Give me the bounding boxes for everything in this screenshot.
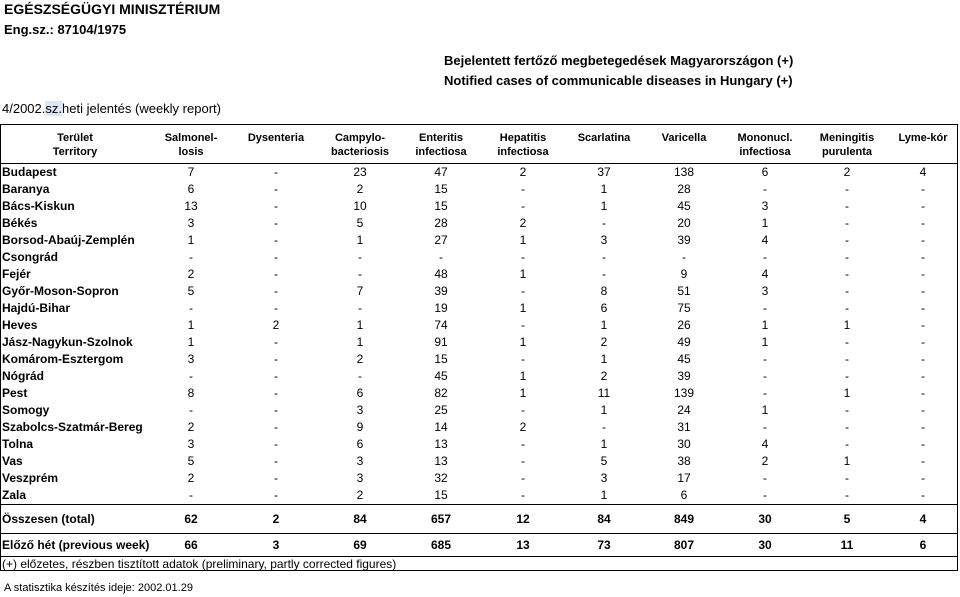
cell-value: 139	[673, 386, 695, 400]
cell-value: 75	[677, 301, 691, 315]
cell-value: 7	[356, 284, 364, 298]
cell-value: 4	[761, 233, 769, 247]
cell-value: 13	[434, 437, 448, 451]
cell-value: 30	[724, 505, 806, 534]
cell-value: -	[845, 301, 849, 315]
cell-value: 45	[434, 369, 448, 383]
cell-value: 11	[597, 386, 611, 400]
cell-value: -	[521, 403, 525, 417]
cell-value: -	[521, 488, 525, 502]
cell-value: 3	[356, 403, 364, 417]
cell-value: -	[602, 267, 606, 281]
cell-value: -	[274, 165, 278, 179]
cell-value: -	[189, 403, 193, 417]
row-label: Borsod-Abaúj-Zemplén	[2, 233, 135, 247]
cell-value: 2	[843, 165, 851, 179]
cell-value: 8	[600, 284, 608, 298]
cell-value: -	[602, 216, 606, 230]
cell-value: 48	[434, 267, 448, 281]
row-label: Nógrád	[2, 369, 44, 383]
cell-value: -	[358, 250, 362, 264]
cell-value: 138	[673, 165, 695, 179]
cell-value: -	[921, 267, 925, 281]
cell-value: 1	[600, 437, 608, 451]
cell-value: 1	[761, 216, 769, 230]
cell-value: 2	[187, 267, 195, 281]
cell-value: 6	[680, 488, 688, 502]
cell-value: 14	[434, 420, 448, 434]
cell-value: -	[358, 369, 362, 383]
cell-value: 1	[187, 318, 195, 332]
cell-value: 74	[434, 318, 448, 332]
cell-value: -	[274, 250, 278, 264]
cell-value: -	[763, 352, 767, 366]
cell-value: -	[521, 352, 525, 366]
cell-value: 84	[320, 505, 400, 534]
cell-value: 26	[677, 318, 691, 332]
cell-value: -	[845, 267, 849, 281]
cell-value: -	[921, 403, 925, 417]
cell-value: -	[274, 420, 278, 434]
cell-value: -	[274, 386, 278, 400]
cell-value: 62	[150, 505, 232, 534]
cell-value: -	[845, 233, 849, 247]
cell-value: -	[521, 284, 525, 298]
column-header-line1: Dysenteria	[247, 132, 305, 144]
cell-value: 32	[434, 471, 448, 485]
ministry-name: EGÉSZSÉGÜGYI MINISZTÉRIUM	[4, 1, 221, 17]
cell-value: -	[274, 301, 278, 315]
column-header-line2: losis	[178, 146, 204, 158]
cell-value: -	[763, 369, 767, 383]
column-header-line1: Hepatitis	[499, 132, 547, 144]
cell-value: -	[921, 233, 925, 247]
cell-value: 2	[272, 318, 280, 332]
cell-value: 1	[600, 352, 608, 366]
row-label: Komárom-Esztergom	[2, 352, 124, 366]
cell-value: -	[921, 301, 925, 315]
cell-value: -	[521, 318, 525, 332]
row-label: Békés	[2, 216, 38, 230]
cell-value: -	[845, 352, 849, 366]
cell-value: -	[845, 488, 849, 502]
cell-value: 28	[677, 182, 691, 196]
cell-value: -	[439, 250, 443, 264]
cell-value: 17	[677, 471, 691, 485]
cell-value: -	[845, 216, 849, 230]
cell-value: 37	[597, 165, 611, 179]
cell-value: 2	[356, 352, 364, 366]
cell-value: -	[921, 386, 925, 400]
cell-value: -	[921, 284, 925, 298]
cell-value: 30	[724, 534, 806, 557]
row-label: Fejér	[2, 267, 31, 281]
cell-value: 5	[187, 284, 195, 298]
cell-value: 2	[519, 216, 527, 230]
cell-value: 3	[761, 284, 769, 298]
cell-value: 23	[353, 165, 367, 179]
cell-value: -	[763, 420, 767, 434]
row-label: Bács-Kiskun	[2, 199, 75, 213]
cell-value: 28	[434, 216, 448, 230]
cell-value: 2	[519, 165, 527, 179]
cell-value: -	[358, 301, 362, 315]
cell-value: -	[274, 437, 278, 451]
row-label: Budapest	[2, 165, 57, 179]
cell-value: -	[274, 454, 278, 468]
cell-value: -	[763, 250, 767, 264]
cell-value: -	[921, 471, 925, 485]
cell-value: -	[274, 216, 278, 230]
cell-value: 1	[761, 318, 769, 332]
cell-value: 45	[677, 352, 691, 366]
cell-value: -	[921, 437, 925, 451]
cell-value: 1	[519, 233, 527, 247]
cell-value: 15	[434, 352, 448, 366]
column-header-line1: Mononucl.	[737, 132, 793, 144]
cell-value: -	[763, 182, 767, 196]
column-header-line1: Salmonel-	[164, 132, 218, 144]
cell-value: -	[521, 182, 525, 196]
cell-value: 1	[843, 386, 851, 400]
cell-value: 19	[434, 301, 448, 315]
cell-value: -	[521, 471, 525, 485]
cell-value: 13	[482, 534, 564, 557]
cell-value: -	[921, 199, 925, 213]
column-header-line1: Terület	[57, 132, 93, 144]
cell-value: 66	[150, 534, 232, 557]
cell-value: -	[921, 182, 925, 196]
column-header-line2: Territory	[52, 146, 98, 158]
cell-value: 82	[434, 386, 448, 400]
cell-value: 2	[232, 505, 320, 534]
cell-value: 1	[843, 454, 851, 468]
row-label: Pest	[2, 386, 28, 400]
cell-value: -	[274, 352, 278, 366]
cell-value: 6	[356, 437, 364, 451]
cell-value: -	[189, 488, 193, 502]
cell-value: -	[921, 420, 925, 434]
column-header-line2: infectiosa	[497, 146, 549, 158]
row-label: Zala	[2, 488, 27, 502]
cell-value: 47	[434, 165, 448, 179]
cell-value: 1	[356, 233, 364, 247]
cell-value: 6	[187, 182, 195, 196]
cell-value: -	[274, 267, 278, 281]
cell-value: -	[921, 369, 925, 383]
cell-value: 1	[356, 318, 364, 332]
report-number-suffix: heti jelentés (weekly report)	[62, 101, 221, 116]
cell-value: -	[274, 488, 278, 502]
cell-value: 24	[677, 403, 691, 417]
column-header-line1: Scarlatina	[577, 132, 631, 144]
cell-value: -	[845, 284, 849, 298]
cell-value: 73	[564, 534, 644, 557]
cell-value: 9	[680, 267, 688, 281]
column-header-line1: Campylo-	[334, 132, 386, 144]
cell-value: 51	[677, 284, 691, 298]
column-header-line2: purulenta	[821, 146, 873, 158]
cell-value: 38	[677, 454, 691, 468]
cell-value: 1	[600, 318, 608, 332]
cell-value: 1	[843, 318, 851, 332]
row-label: Veszprém	[2, 471, 59, 485]
cell-value: -	[845, 335, 849, 349]
row-label: Csongrád	[2, 250, 59, 264]
row-label: Hajdú-Bihar	[2, 301, 71, 315]
cell-value: -	[274, 335, 278, 349]
cell-value: 15	[434, 488, 448, 502]
cell-value: 13	[184, 199, 198, 213]
cell-value: 27	[434, 233, 448, 247]
cell-value: 1	[519, 335, 527, 349]
cell-value: 3	[600, 471, 608, 485]
row-label: Előző hét (previous week)	[0, 534, 150, 557]
cell-value: 6	[600, 301, 608, 315]
row-label: Baranya	[2, 182, 50, 196]
report-number-highlight: sz.	[45, 101, 62, 116]
cell-value: 45	[677, 199, 691, 213]
column-header-line2: bacteriosis	[330, 146, 390, 158]
cell-value: 807	[644, 534, 724, 557]
cell-value: -	[763, 386, 767, 400]
column-header-line2: infectiosa	[739, 146, 791, 158]
cell-value: 84	[564, 505, 644, 534]
cell-value: 11	[806, 534, 888, 557]
cell-value: 1	[600, 488, 608, 502]
statistics-date: A statisztika készítés ideje: 2002.01.29	[4, 582, 193, 594]
cell-value: 12	[482, 505, 564, 534]
cell-value: 2	[600, 335, 608, 349]
cell-value: 2	[187, 471, 195, 485]
cell-value: 1	[519, 301, 527, 315]
cell-value: -	[274, 199, 278, 213]
cell-value: -	[845, 403, 849, 417]
cell-value: 2	[761, 454, 769, 468]
cell-value: 39	[677, 233, 691, 247]
cell-value: -	[521, 250, 525, 264]
cell-value: 20	[677, 216, 691, 230]
cell-value: -	[189, 250, 193, 264]
cell-value: 1	[519, 386, 527, 400]
preliminary-note: (+) előzetes, részben tisztított adatok (preliminary, partly corrected figures)	[2, 557, 397, 571]
cell-value: 3	[356, 471, 364, 485]
registration-number: Eng.sz.: 87104/1975	[4, 22, 127, 37]
cell-value: 2	[356, 182, 364, 196]
cell-value: -	[845, 182, 849, 196]
cell-value: 30	[677, 437, 691, 451]
cell-value: 1	[761, 403, 769, 417]
cell-value: 2	[187, 420, 195, 434]
cell-value: -	[189, 369, 193, 383]
cell-value: -	[274, 233, 278, 247]
cell-value: 5	[806, 505, 888, 534]
cell-value: 6	[888, 534, 958, 557]
cell-value: 2	[600, 369, 608, 383]
cell-value: 3	[187, 216, 195, 230]
cell-value: 3	[600, 233, 608, 247]
cell-value: -	[521, 199, 525, 213]
cell-value: -	[274, 182, 278, 196]
cell-value: -	[845, 471, 849, 485]
row-label: Győr-Moson-Sopron	[2, 284, 119, 298]
cell-value: 1	[600, 403, 608, 417]
cell-value: 69	[320, 534, 400, 557]
cell-value: -	[763, 301, 767, 315]
cell-value: -	[921, 335, 925, 349]
cell-value: 849	[644, 505, 724, 534]
cell-value: 4	[919, 165, 927, 179]
row-label: Szabolcs-Szatmár-Bereg	[2, 420, 143, 434]
cell-value: 3	[187, 352, 195, 366]
cell-value: 39	[434, 284, 448, 298]
cell-value: -	[921, 216, 925, 230]
cell-value: -	[682, 250, 686, 264]
cell-value: 1	[356, 335, 364, 349]
row-label: Somogy	[2, 403, 50, 417]
cell-value: -	[358, 267, 362, 281]
cell-value: 5	[187, 454, 195, 468]
cell-value: 13	[434, 454, 448, 468]
column-header-line1: Enteritis	[418, 132, 463, 144]
report-number	[2, 101, 221, 116]
cell-value: -	[763, 488, 767, 502]
cell-value: 2	[356, 488, 364, 502]
cell-value: 5	[356, 216, 364, 230]
cell-value: 657	[400, 505, 482, 534]
table-frame	[0, 124, 958, 571]
cell-value: 3	[187, 437, 195, 451]
cell-value: 3	[356, 454, 364, 468]
column-header-line1: Meningitis	[819, 132, 875, 144]
cell-value: -	[921, 250, 925, 264]
column-header-line1: Varicella	[661, 132, 707, 144]
cell-value: -	[921, 318, 925, 332]
column-header-line2: infectiosa	[415, 146, 467, 158]
cell-value: 1	[600, 199, 608, 213]
row-label: Összesen (total)	[0, 505, 150, 534]
cell-value: 4	[761, 437, 769, 451]
cell-value: 91	[434, 335, 448, 349]
cell-value: -	[845, 199, 849, 213]
cell-value: -	[921, 352, 925, 366]
cell-value: 9	[356, 420, 364, 434]
row-label: Vas	[2, 454, 23, 468]
cell-value: 31	[677, 420, 691, 434]
row-label: Jász-Nagykun-Szolnok	[2, 335, 133, 349]
cell-value: 4	[761, 267, 769, 281]
cell-value: 3	[761, 199, 769, 213]
cell-value: 7	[187, 165, 195, 179]
cell-value: 685	[400, 534, 482, 557]
cell-value: -	[521, 437, 525, 451]
cell-value: 25	[434, 403, 448, 417]
cell-value: 1	[187, 335, 195, 349]
cell-value: 15	[434, 199, 448, 213]
cell-value: 39	[677, 369, 691, 383]
cell-value: 3	[232, 534, 320, 557]
row-label: Heves	[2, 318, 38, 332]
cell-value: -	[845, 250, 849, 264]
cell-value: 6	[761, 165, 769, 179]
cell-value: 10	[353, 199, 367, 213]
cell-value: 5	[600, 454, 608, 468]
cell-value: 2	[519, 420, 527, 434]
cell-value: -	[274, 284, 278, 298]
cell-value: -	[274, 403, 278, 417]
column-header-line1: Lyme-kór	[898, 132, 948, 144]
title-english: Notified cases of communicable diseases in Hungary (+)	[444, 73, 793, 88]
cell-value: 1	[519, 369, 527, 383]
cell-value: -	[274, 471, 278, 485]
cell-value: -	[521, 454, 525, 468]
cell-value: -	[921, 454, 925, 468]
cell-value: -	[845, 437, 849, 451]
cell-value: 49	[677, 335, 691, 349]
cell-value: 1	[600, 182, 608, 196]
cell-value: -	[845, 420, 849, 434]
cell-value: 8	[187, 386, 195, 400]
cell-value: 6	[356, 386, 364, 400]
cell-value: -	[189, 301, 193, 315]
cell-value: -	[763, 471, 767, 485]
cell-value: 1	[761, 335, 769, 349]
cell-value: 15	[434, 182, 448, 196]
row-label: Tolna	[2, 437, 34, 451]
cell-value: 1	[187, 233, 195, 247]
cell-value: 1	[519, 267, 527, 281]
cell-value: -	[602, 420, 606, 434]
cell-value: -	[845, 369, 849, 383]
report-number-prefix: 4/2002.	[2, 101, 46, 116]
title-hungarian: Bejelentett fertőző megbetegedések Magyarországon (+)	[444, 53, 794, 68]
cell-value: -	[274, 369, 278, 383]
cell-value: -	[921, 488, 925, 502]
cell-value: -	[602, 250, 606, 264]
cell-value: 4	[888, 505, 958, 534]
